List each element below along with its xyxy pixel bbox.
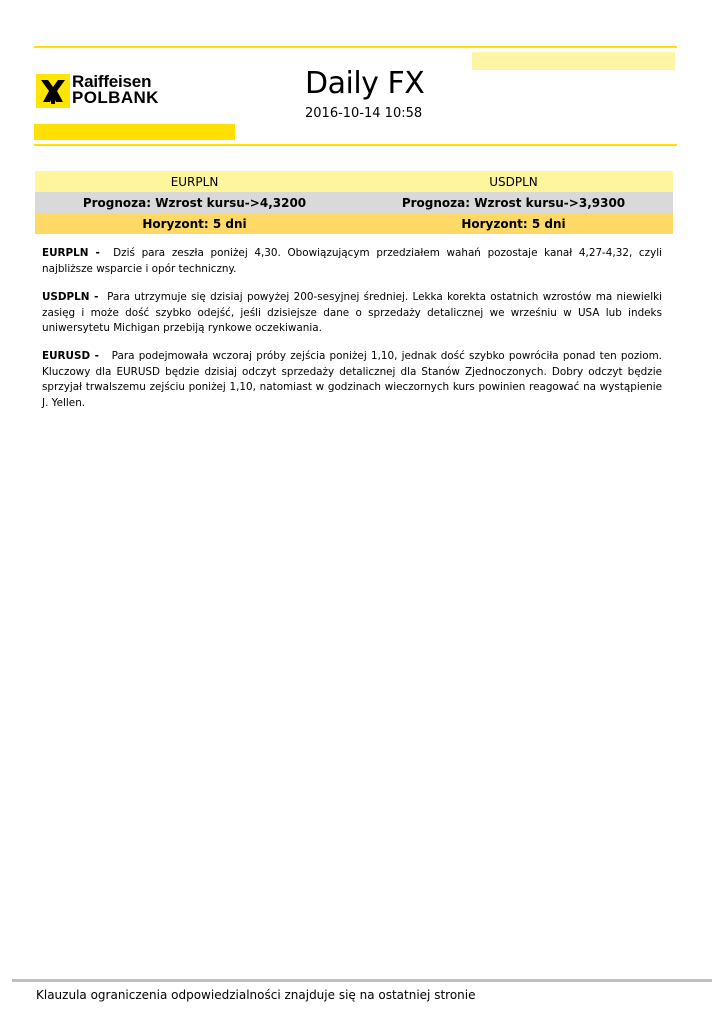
footer-disclaimer: Klauzula ograniczenia odpowiedzialności znajduje się na ostatniej stronie	[36, 988, 476, 1002]
commentary-label: EURUSD -	[42, 350, 99, 362]
horizon-eurpln: Horyzont: 5 dni	[35, 213, 354, 234]
commentary-text: Para utrzymuje się dzisiaj powyżej 200-sesyjnej średniej. Lekka korekta ostatnich wzrostów ma niewielki zasięg i może dość szybko odejść, jeśli dzisiejsze dane o sprzedaży detalicznej we wrześniu w USA lub indeks uniwersytetu Michigan przebiją rynkowe oczekiwania.	[42, 291, 662, 334]
brand-line1: Raiffeisen	[72, 72, 152, 91]
commentary-text: Para podejmowała wczoraj próby zejścia poniżej 1,10, jednak dość szybko powróciła ponad ten poziom. Kluczowy dla EURUSD będzie dzisiaj odczyt sprzedaży detalicznej dla Stanów Zjednoczonych. Dobry odczyt będzie sprzyjał trwalszemu zejściu poniżej 1,10, natomiast w godzinach wieczornych kurs powinien reagować na wystąpienie J. Yellen.	[42, 350, 662, 409]
brand-line2: POLBANK	[72, 88, 159, 107]
commentary-label: USDPLN -	[42, 291, 99, 303]
brand-wordmark	[72, 74, 159, 106]
forecast-table	[35, 171, 673, 234]
report-datetime: 2016-10-14 10:58	[305, 106, 423, 121]
commentary-label: EURPLN -	[42, 247, 100, 259]
footer-rule	[12, 979, 712, 982]
commentary-usdpln	[42, 290, 662, 337]
table-row-pairs	[35, 171, 673, 192]
pair-eurpln: EURPLN	[35, 171, 354, 192]
commentary-eurusd	[42, 349, 662, 411]
header-bottom-rule	[34, 144, 677, 146]
table-row-forecast	[35, 192, 673, 213]
header-accent-block	[472, 52, 675, 70]
commentary-eurpln	[42, 246, 662, 277]
raiffeisen-gable-icon	[36, 74, 70, 108]
brand-logo	[36, 72, 161, 112]
horizon-usdpln: Horyzont: 5 dni	[354, 213, 673, 234]
header-top-rule	[34, 46, 677, 48]
forecast-usdpln: Prognoza: Wzrost kursu->3,9300	[354, 192, 673, 213]
header-left-accent-block	[34, 124, 235, 140]
pair-usdpln: USDPLN	[354, 171, 673, 192]
forecast-eurpln: Prognoza: Wzrost kursu->4,3200	[35, 192, 354, 213]
table-row-horizon	[35, 213, 673, 234]
page-title: Daily FX	[305, 66, 425, 101]
commentary-text: Dziś para zeszła poniżej 4,30. Obowiązującym przedziałem wahań pozostaje kanał 4,27-4,32, czyli najbliższe wsparcie i opór techniczny.	[42, 247, 663, 275]
